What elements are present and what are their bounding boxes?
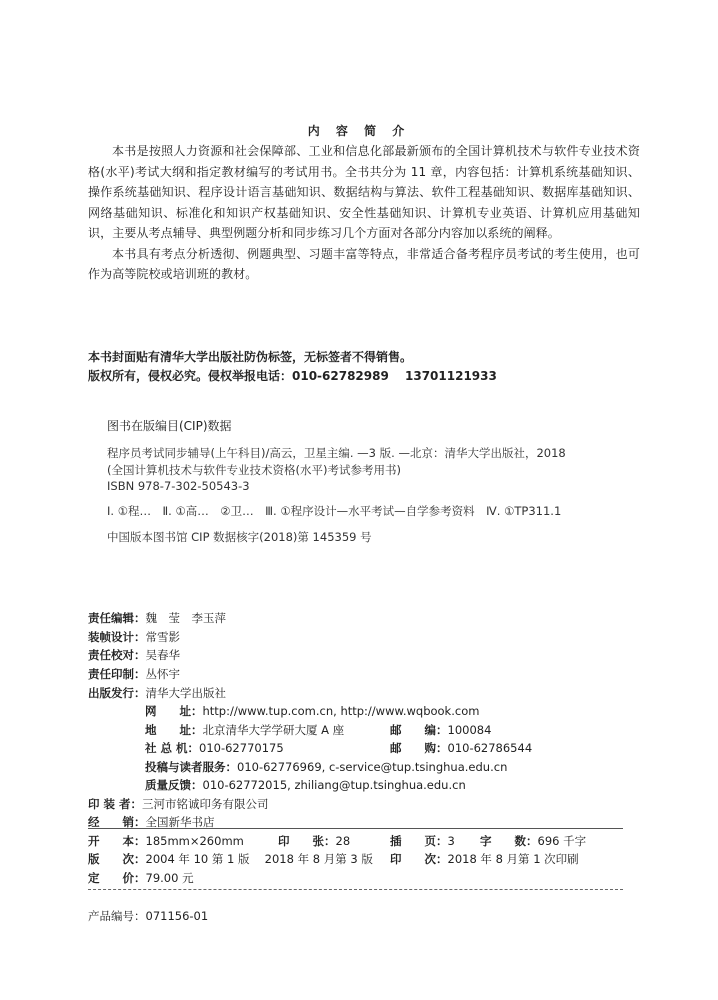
credit-proofreader-value: 吴春华 (145, 648, 180, 662)
credit-distributor-label: 经 销： (88, 815, 146, 829)
credit-postcode-value: 100084 (447, 723, 492, 737)
credit-words (480, 833, 586, 849)
credit-address (145, 722, 344, 738)
credit-submission (145, 759, 507, 775)
credit-format-label: 开 本： (88, 834, 146, 848)
credit-impression-value: 2018 年 8 月第 1 次印刷 (447, 852, 579, 866)
credit-publisher-label: 出版发行： (88, 686, 146, 700)
credit-quality (145, 777, 466, 793)
credit-edition (88, 851, 373, 867)
summary-body (88, 141, 640, 285)
page-title: 内 容 简 介 (307, 124, 411, 138)
credit-printing-value: 丛怀宇 (145, 667, 180, 681)
credit-plates (390, 833, 455, 849)
credit-editor-label: 责任编辑： (88, 611, 146, 625)
credit-web (145, 703, 479, 719)
credit-words-label: 字 数： (480, 834, 538, 848)
product-code: 产品编号：071156-01 (88, 909, 209, 923)
credit-edition-label: 版 次： (88, 852, 146, 866)
credit-printing (88, 666, 180, 682)
credit-switchboard-label: 社 总 机： (145, 741, 200, 755)
credit-mailorder (390, 740, 532, 756)
credit-publisher (88, 685, 226, 701)
cip-record: 中国版本图书馆 CIP 数据核字(2018)第 145359 号 (107, 530, 372, 544)
credit-edition-value: 2004 年 10 第 1 版 2018 年 8 月第 3 版 (145, 852, 373, 866)
credit-price (88, 870, 194, 886)
credit-postcode-label: 邮 编： (390, 723, 448, 737)
credit-printer-label: 印 装 者： (88, 797, 143, 811)
credit-mailorder-value: 010-62786544 (447, 741, 533, 755)
credit-web-label: 网 址： (145, 704, 203, 718)
credit-sheets-value: 28 (335, 834, 351, 848)
credit-sheets (278, 833, 350, 849)
credit-editor-value: 魏 莹 李玉萍 (145, 611, 226, 625)
credit-impression-label: 印 次： (390, 852, 448, 866)
credit-printing-label: 责任印制： (88, 667, 146, 681)
credit-printer (88, 796, 269, 812)
credit-quality-label: 质量反馈： (145, 778, 203, 792)
credit-price-value: 79.00 元 (145, 871, 194, 885)
credit-address-value: 北京清华大学学研大厦 A 座 (202, 723, 345, 737)
credit-designer (88, 629, 180, 645)
credit-proofreader-label: 责任校对： (88, 648, 146, 662)
anti-counterfeit-notice: 本书封面贴有清华大学出版社防伪标签，无标签者不得销售。 (88, 350, 413, 364)
credit-price-label: 定 价： (88, 871, 146, 885)
credit-switchboard-value: 010-62770175 (199, 741, 284, 755)
credit-sheets-label: 印 张： (278, 834, 336, 848)
credit-plates-value: 3 (447, 834, 455, 848)
summary-paragraph-1: 本书是按照人力资源和社会保障部、工业和信息化部最新颁布的全国计算机技术与软件专业技术资格(水平)考试大纲和指定教材编写的考试用书。全书共分为 11 章，内容包括：计算机系统基础知识、操作系统基础知识、程序设计语言基础知识、数据结构与算法、软件工程基础知识、数据库基础知识、网络基础知识、标准化和知识产权基础知识、安全性基础知识、计算机专业英语、计算机应用基础知识，主要从考点辅导、典型例题分析和同步练习几个方面对各部分内容加以系统的阐释。 (88, 144, 640, 240)
cip-classification: Ⅰ. ①程… Ⅱ. ①高… ②卫… Ⅲ. ①程序设计—水平考试—自学参考资料 Ⅳ. ①TP311.1 (107, 504, 562, 518)
credit-publisher-value: 清华大学出版社 (145, 686, 226, 700)
credit-quality-value: 010-62772015, zhiliang@tup.tsinghua.edu.cn (202, 778, 466, 792)
divider-line (88, 828, 623, 829)
credit-switchboard (145, 740, 284, 756)
credit-format-value: 185mm×260mm (145, 834, 244, 848)
divider-dashed-line (88, 889, 623, 890)
cip-heading: 图书在版编目(CIP)数据 (107, 419, 232, 433)
credit-proofreader (88, 647, 180, 663)
credit-postcode (390, 722, 491, 738)
credit-submission-label: 投稿与读者服务： (145, 760, 237, 774)
credit-distributor-value: 全国新华书店 (145, 815, 215, 829)
cip-line-2: (全国计算机技术与软件专业技术资格(水平)考试参考用书) (107, 463, 401, 477)
credit-format (88, 833, 244, 849)
summary-paragraph-2: 本书具有考点分析透彻、例题典型、习题丰富等特点，非常适合备考程序员考试的考生使用，也可作为高等院校或培训班的教材。 (88, 246, 640, 281)
credit-submission-value: 010-62776969, c-service@tup.tsinghua.edu.cn (237, 760, 508, 774)
credit-words-value: 696 千字 (537, 834, 587, 848)
credit-address-label: 地 址： (145, 723, 203, 737)
cip-isbn: ISBN 978-7-302-50543-3 (107, 479, 250, 493)
credit-impression (390, 851, 579, 867)
credit-web-value: http://www.tup.com.cn, http://www.wqbook.com (202, 704, 480, 718)
credit-designer-value: 常雪影 (145, 630, 180, 644)
credit-plates-label: 插 页： (390, 834, 448, 848)
cip-line-1: 程序员考试同步辅导(上午科目)/高云，卫星主编. —3 版. —北京：清华大学出版社，2018 (107, 446, 566, 460)
copyright-notice: 版权所有，侵权必究。侵权举报电话：010-62782989 13701121933 (88, 369, 497, 383)
credit-mailorder-label: 邮 购： (390, 741, 448, 755)
credit-designer-label: 装帧设计： (88, 630, 146, 644)
credit-editor (88, 610, 226, 626)
credit-printer-value: 三河市铭诚印务有限公司 (142, 797, 269, 811)
